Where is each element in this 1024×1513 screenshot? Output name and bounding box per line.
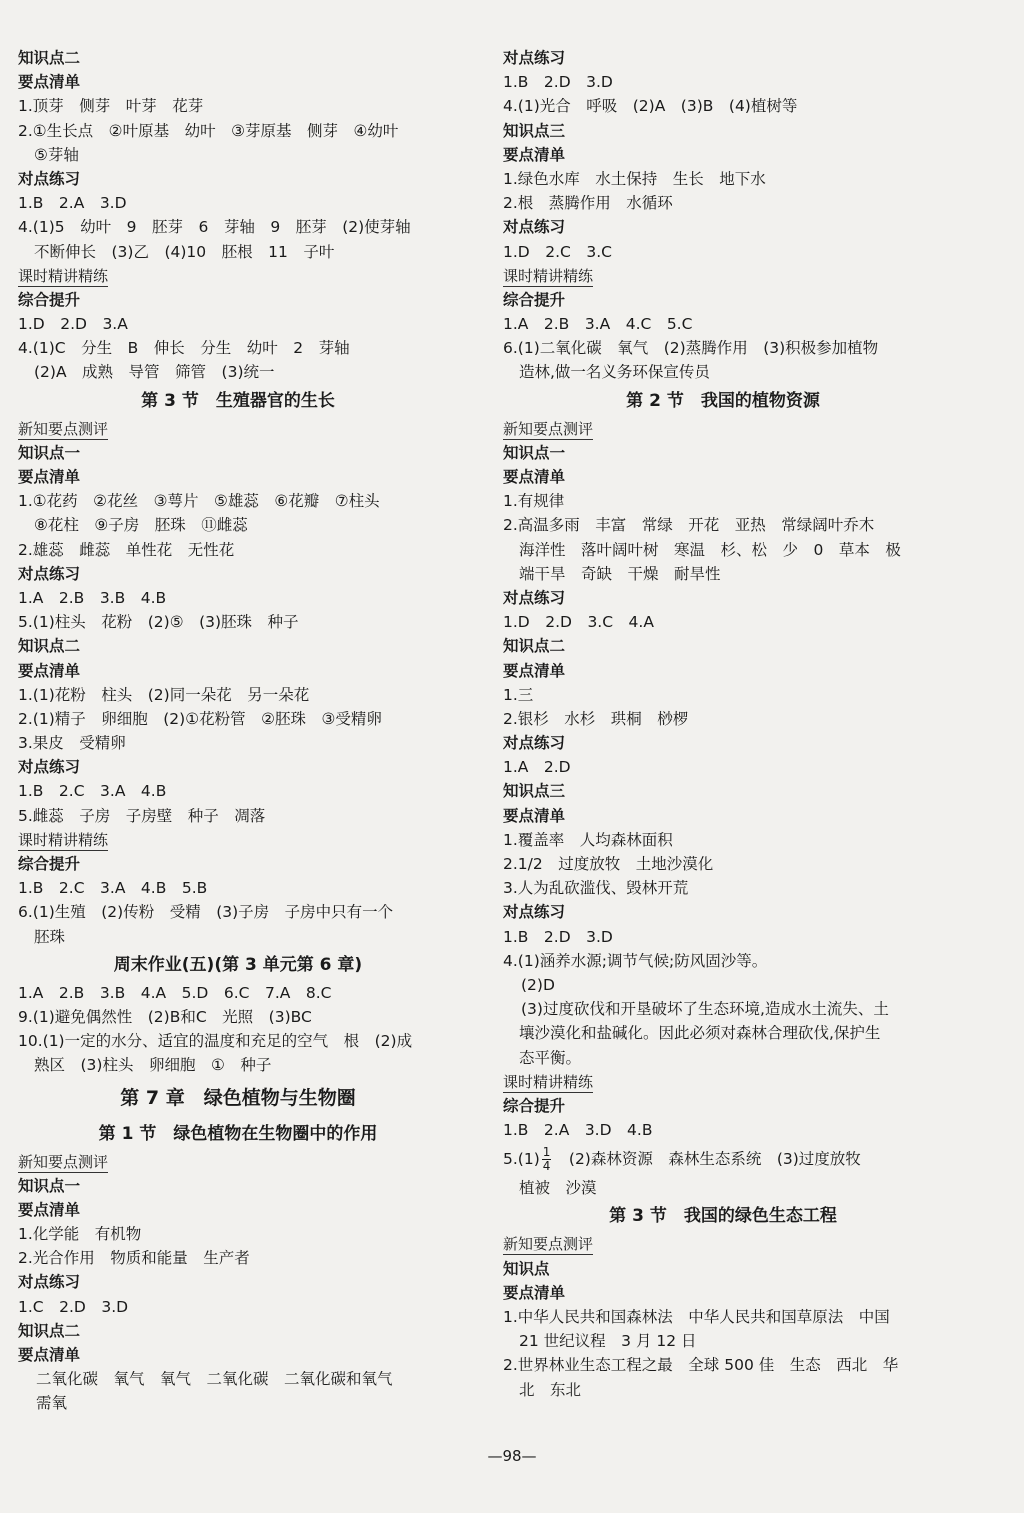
section-tag-label: 新知要点测评 — [18, 419, 109, 438]
subheading: 要点清单 — [18, 661, 81, 680]
subheading: 知识点二 — [503, 637, 566, 656]
answer-line: 1.覆盖率 人均森林面积 — [503, 830, 673, 849]
subheading: 对点练习 — [503, 903, 566, 922]
subheading: 要点清单 — [503, 806, 566, 825]
answer-line: 10.(1)一定的水分、适宜的温度和充足的空气 根 (2)成 — [18, 1032, 413, 1051]
subheading: 要点清单 — [503, 661, 566, 680]
answer-line: 5.(1)柱头 花粉 (2)⑤ (3)胚珠 种子 — [18, 613, 299, 632]
answer-line: 2.(1)精子 卵细胞 (2)①花粉管 ②胚珠 ③受精卵 — [18, 709, 382, 728]
answer-line: 1.D 2.D 3.A — [18, 315, 128, 334]
answer-line: 1.有规律 — [503, 492, 565, 511]
answer-continuation: 壤沙漠化和盐碱化。因此必须对森林合理砍伐,保护生 — [519, 1024, 881, 1043]
section-title: 第 2 节 我国的植物资源 — [626, 390, 820, 411]
subheading: 综合提升 — [503, 1096, 566, 1115]
section-title: 第 1 节 绿色植物在生物圈中的作用 — [98, 1123, 378, 1144]
answer-continuation: 胚珠 — [34, 927, 66, 946]
subheading: 要点清单 — [503, 1283, 566, 1302]
answer-continuation: (2)D — [521, 975, 555, 994]
answer-continuation: 端干旱 奇缺 干燥 耐旱性 — [519, 564, 721, 583]
answer-line: 1.中华人民共和国森林法 中华人民共和国草原法 中国 — [503, 1308, 890, 1326]
chapter-title: 第 7 章 绿色植物与生物圈 — [120, 1086, 356, 1109]
section-tag-label: 课时精讲精练 — [503, 266, 594, 285]
answer-line: 2.光合作用 物质和能量 生产者 — [18, 1249, 250, 1268]
section-tag-label: 课时精讲精练 — [18, 266, 109, 285]
answer-line-fraction — [503, 1142, 943, 1176]
subheading: 知识点二 — [18, 49, 81, 67]
answer-line: 3.果皮 受精卵 — [18, 734, 126, 753]
subheading: 对点练习 — [503, 734, 566, 753]
page-number: —98— — [487, 1447, 537, 1465]
subheading: 对点练习 — [503, 218, 566, 237]
subheading: 要点清单 — [503, 468, 566, 486]
subheading: 对点练习 — [18, 169, 81, 188]
answer-line: 2.1/2 过度放牧 土地沙漠化 — [503, 855, 714, 873]
section-tag — [503, 1070, 943, 1094]
answer-continuation: (2)A 成熟 导管 筛管 (3)统一 — [34, 363, 275, 382]
section-tag-label: 新知要点测评 — [503, 419, 594, 438]
answer-line: 1.A 2.D — [503, 758, 571, 777]
answer-continuation: ⑤芽轴 — [34, 145, 79, 164]
subheading: 对点练习 — [18, 758, 81, 777]
subheading: 对点练习 — [18, 1273, 81, 1292]
answer-line: 4.(1)C 分生 B 伸长 分生 幼叶 2 芽轴 — [18, 339, 350, 358]
answer-line: 4.(1)5 幼叶 9 胚芽 6 芽轴 9 胚芽 (2)使芽轴 — [18, 218, 411, 237]
subheading: 知识点二 — [18, 1321, 81, 1340]
subheading: 知识点三 — [503, 121, 566, 140]
right-column — [503, 46, 943, 1402]
answer-line: 1.A 2.B 3.B 4.B — [18, 588, 167, 607]
section-tag — [503, 417, 943, 441]
answer-line: 1.C 2.D 3.D — [18, 1297, 129, 1316]
answer-continuation: 不断伸长 (3)乙 (4)10 胚根 11 子叶 — [34, 242, 335, 261]
answer-line: 3.人为乱砍滥伐、毁林开荒 — [503, 879, 689, 898]
section-tag — [18, 264, 458, 288]
answer-continuation: 态平衡。 — [519, 1048, 582, 1067]
answer-line: 1.化学能 有机物 — [18, 1225, 142, 1244]
answer-suffix: (2)森林资源 森林生态系统 (3)过度放牧 — [553, 1150, 861, 1169]
answer-continuation: 21 世纪议程 3 月 12 日 — [519, 1332, 697, 1351]
fraction — [542, 1146, 552, 1173]
section-tag-label: 新知要点测评 — [503, 1235, 594, 1254]
subheading: 综合提升 — [18, 855, 81, 873]
answer-line: 4.(1)光合 呼吸 (2)A (3)B (4)植树等 — [503, 97, 798, 116]
subheading: 综合提升 — [18, 290, 81, 309]
answer-continuation: ⑧花柱 ⑨子房 胚珠 ⑪雌蕊 — [34, 516, 248, 535]
section-tag-label: 新知要点测评 — [18, 1152, 109, 1171]
answer-line: 1.①花药 ②花丝 ③萼片 ⑤雄蕊 ⑥花瓣 ⑦柱头 — [18, 492, 380, 511]
subheading: 要点清单 — [18, 73, 81, 92]
answer-line: 1.顶芽 侧芽 叶芽 花芽 — [18, 97, 204, 116]
section-title: 第 3 节 我国的绿色生态工程 — [609, 1206, 837, 1227]
section-tag — [18, 1150, 458, 1174]
answer-line: 6.(1)二氧化碳 氧气 (2)蒸腾作用 (3)积极参加植物 — [503, 339, 879, 358]
answer-continuation: (3)过度砍伐和开垦破坏了生态环境,造成水土流失、土 — [521, 1000, 889, 1019]
subheading: 要点清单 — [18, 1200, 81, 1219]
section-tag-label: 课时精讲精练 — [503, 1072, 594, 1091]
answer-line: 2.世界林业生态工程之最 全球 500 佳 生态 西北 华 — [503, 1356, 899, 1375]
subheading: 知识点一 — [503, 443, 566, 462]
left-column — [18, 46, 458, 1416]
answer-line: 1.B 2.D 3.D — [503, 73, 613, 92]
answer-line: 2.高温多雨 丰富 常绿 开花 亚热 常绿阔叶乔木 — [503, 516, 875, 535]
answer-line: 1.D 2.C 3.C — [503, 242, 612, 261]
answer-line: 1.B 2.C 3.A 4.B — [18, 782, 167, 801]
subheading: 知识点一 — [18, 443, 81, 462]
answer-line: 4.(1)涵养水源;调节气候;防风固沙等。 — [503, 951, 768, 970]
answer-continuation: 海洋性 落叶阔叶树 寒温 杉、松 少 0 草本 极 — [519, 540, 901, 559]
answer-line: 9.(1)避免偶然性 (2)B和C 光照 (3)BC — [18, 1007, 312, 1026]
answer-continuation: 需氧 — [36, 1394, 68, 1413]
answer-continuation: 熟区 (3)柱头 卵细胞 ① 种子 — [34, 1056, 272, 1075]
answer-line: 1.D 2.D 3.C 4.A — [503, 613, 654, 632]
section-title: 第 3 节 生殖器官的生长 — [141, 390, 335, 411]
answer-line: 1.三 — [503, 685, 534, 704]
answer-line: 2.①生长点 ②叶原基 幼叶 ③芽原基 侧芽 ④幼叶 — [18, 121, 399, 140]
answer-line: 6.(1)生殖 (2)传粉 受精 (3)子房 子房中只有一个 — [18, 903, 394, 922]
answer-line: 1.B 2.A 3.D 4.B — [503, 1121, 653, 1140]
section-tag — [503, 264, 943, 288]
answer-line: 1.B 2.C 3.A 4.B 5.B — [18, 879, 208, 898]
answer-continuation: 造林,做一名义务环保宣传员 — [519, 363, 710, 382]
subheading: 对点练习 — [503, 49, 566, 67]
subheading: 知识点三 — [503, 782, 566, 801]
answer-line: 1.B 2.A 3.D — [18, 194, 127, 213]
answer-line: 5.雌蕊 子房 子房壁 种子 凋落 — [18, 806, 266, 825]
section-tag — [18, 417, 458, 441]
answer-continuation: 植被 沙漠 — [519, 1179, 597, 1198]
fraction-denominator: 4 — [542, 1159, 551, 1174]
fraction-numerator: 1 — [542, 1145, 551, 1160]
subheading: 要点清单 — [18, 1346, 81, 1364]
answer-line: 1.绿色水库 水土保持 生长 地下水 — [503, 169, 766, 188]
subheading: 知识点二 — [18, 637, 81, 656]
answer-prefix: 5.(1) — [503, 1150, 540, 1169]
subheading: 对点练习 — [503, 588, 566, 607]
subheading: 综合提升 — [503, 290, 566, 309]
answer-line: 2.银杉 水杉 珙桐 桫椤 — [503, 709, 689, 728]
section-tag-label: 课时精讲精练 — [18, 830, 109, 849]
subheading: 知识点 — [503, 1259, 550, 1278]
answer-line: 2.根 蒸腾作用 水循环 — [503, 194, 673, 213]
subheading: 要点清单 — [18, 468, 81, 486]
answer-line: 2.雄蕊 雌蕊 单性花 无性花 — [18, 540, 235, 559]
subheading: 对点练习 — [18, 564, 81, 583]
answer-continuation: 北 东北 — [519, 1380, 582, 1399]
subheading: 知识点一 — [18, 1176, 81, 1195]
answer-line: 1.A 2.B 3.B 4.A 5.D 6.C 7.A 8.C — [18, 983, 332, 1002]
section-tag — [18, 828, 458, 852]
answer-line: 1.(1)花粉 柱头 (2)同一朵花 另一朵花 — [18, 685, 310, 704]
answer-continuation: 二氧化碳 氧气 氧气 二氧化碳 二氧化碳和氧气 — [36, 1370, 393, 1389]
answer-line: 1.B 2.D 3.D — [503, 927, 613, 946]
answer-line: 1.A 2.B 3.A 4.C 5.C — [503, 315, 693, 334]
section-tag — [503, 1232, 943, 1256]
section-title: 周末作业(五)(第 3 单元第 6 章) — [113, 954, 363, 975]
subheading: 要点清单 — [503, 145, 566, 164]
